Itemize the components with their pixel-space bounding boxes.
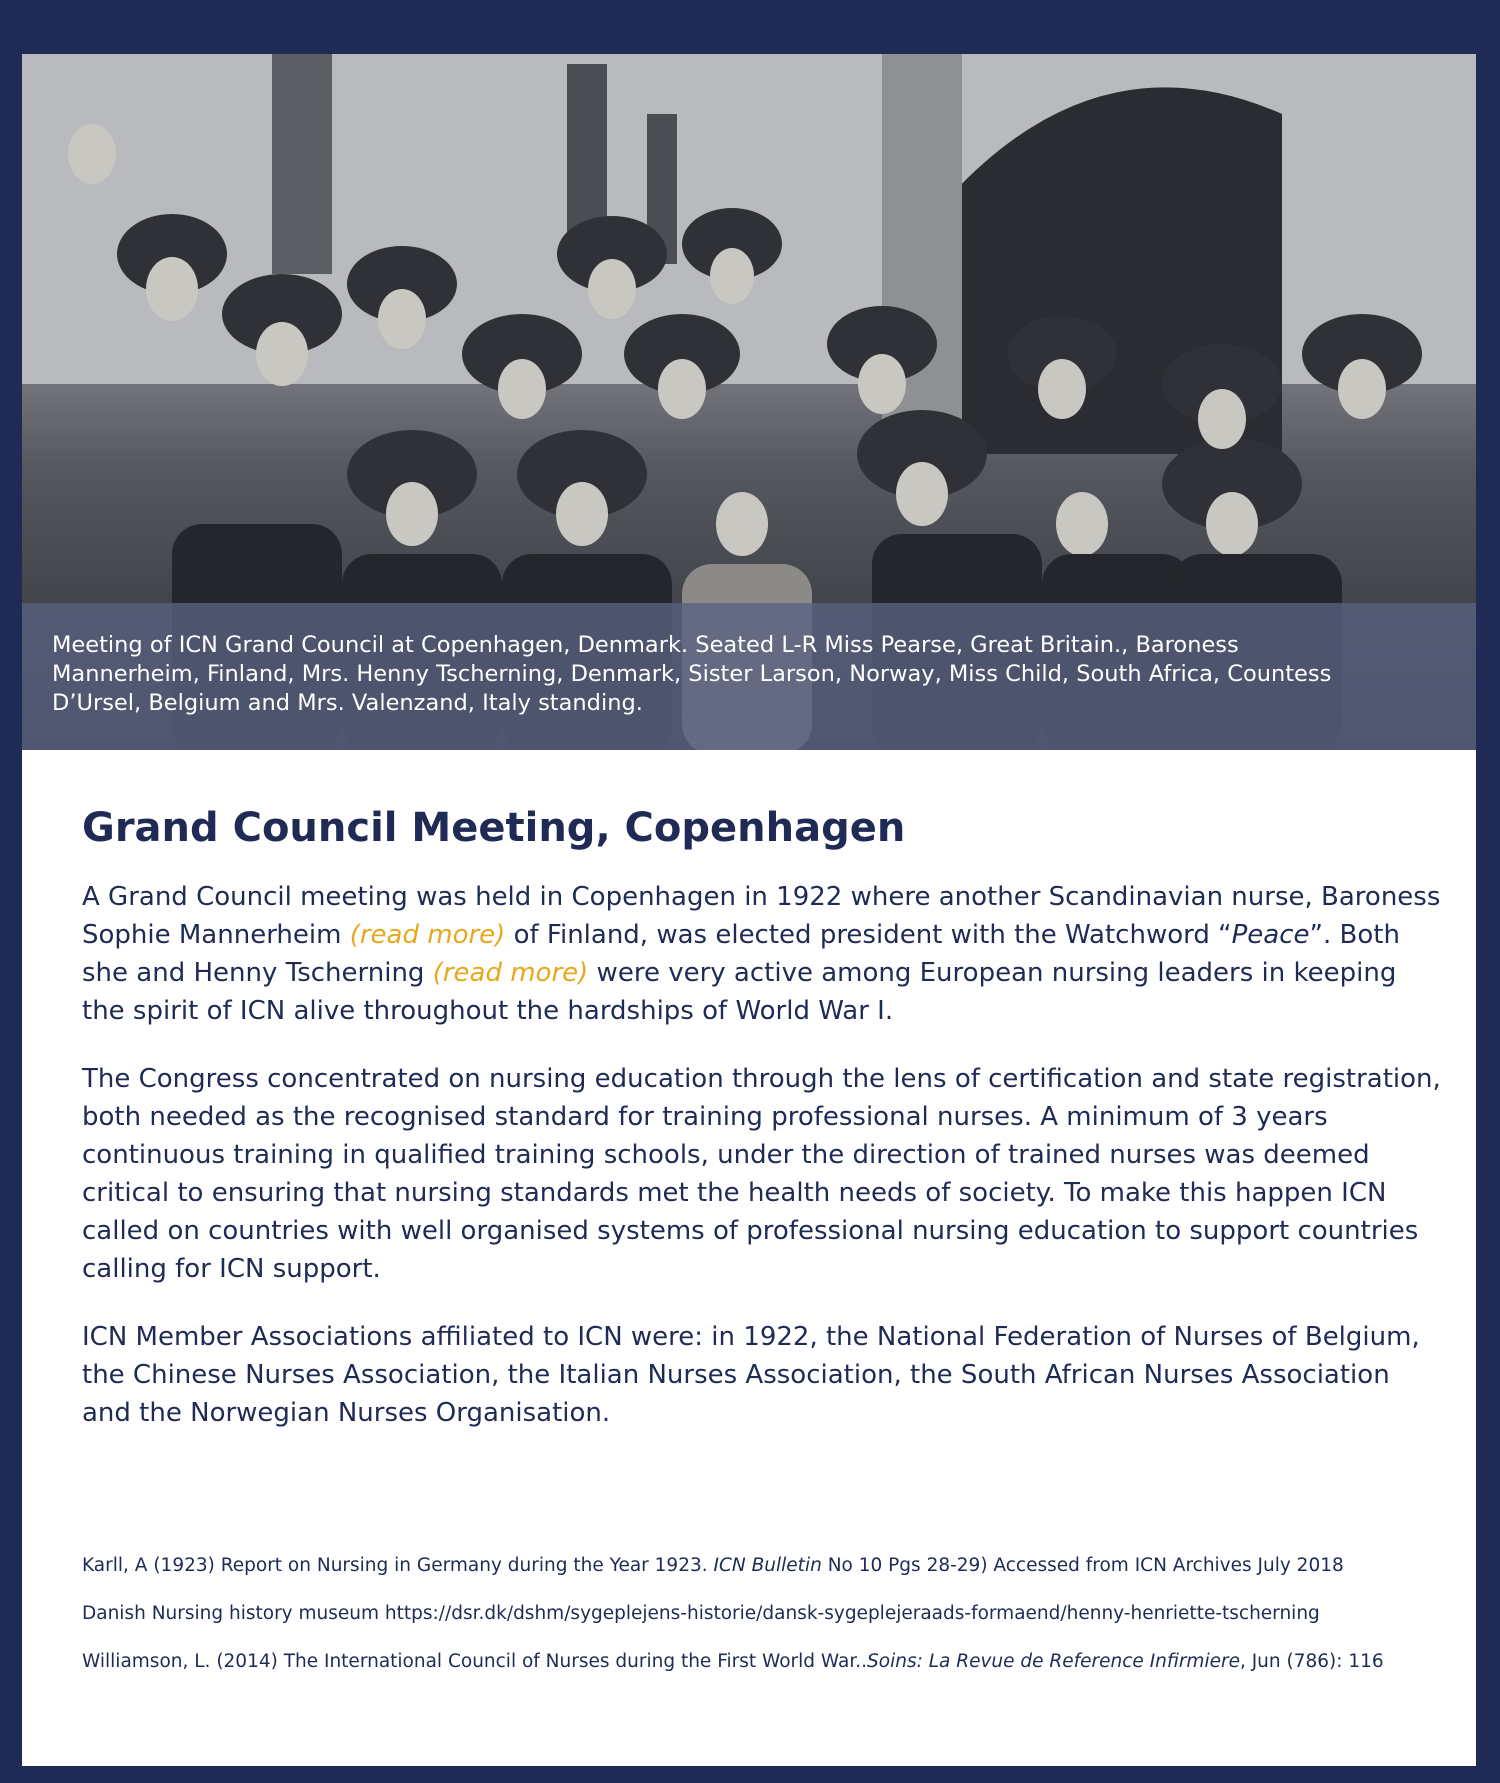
photo-caption: Meeting of ICN Grand Council at Copenhagen, Denmark. Seated L-R Miss Pearse, Great Britain., Baroness Mannerheim, Finland, Mrs. Henny Tscherning, Denmark, Sister Larson, Norway, Miss Child, South Africa, Countess D’Ursel, Belgium and Mrs. Valenzand, Italy standing. xyxy=(52,632,1332,716)
group-photo xyxy=(22,54,1476,750)
article-paragraph-1 xyxy=(82,878,1442,1030)
article-paragraph-3: ICN Member Associations affiliated to ICN were: in 1922, the National Federation of Nurses of Belgium, the Chinese Nurses Association, the Italian Nurses Association, the South African Nurses Association and the Norwegian Nurses Organisation. xyxy=(82,1322,1420,1428)
article xyxy=(82,802,1442,1462)
reference-source: ICN Bulletin xyxy=(713,1555,822,1576)
photo-caption-bar xyxy=(22,603,1476,750)
paragraph-text: were very active among European nursing leaders in keeping the spirit of ICN alive throughout the hardships of World War I. xyxy=(82,958,1397,1026)
read-more-link-tscherning[interactable]: (read more) xyxy=(432,958,589,988)
reference-item xyxy=(82,1648,1442,1676)
reference-text: , Jun (786): 116 xyxy=(1239,1651,1384,1672)
reference-text: Karll, A (1923) Report on Nursing in Germany during the Year 1923. xyxy=(82,1555,714,1576)
reference-item xyxy=(82,1552,1442,1580)
paragraph-text: ”. Both she and Henny Tscherning xyxy=(82,920,1400,988)
article-paragraph-2: The Congress concentrated on nursing education through the lens of certification and state registration, both needed as the recognised standard for training professional nurses. A minimum of 3 years continuous training in qualified training schools, under the direction of trained nurses was deemed critical to ensuring that nursing standards met the health needs of society. To make this happen ICN called on countries with well organised systems of professional nursing education to support countries calling for ICN support. xyxy=(82,1064,1441,1284)
reference-source: Soins: La Revue de Reference Infirmiere xyxy=(867,1651,1240,1672)
article-title: Grand Council Meeting, Copenhagen xyxy=(82,805,906,851)
paragraph-text: A Grand Council meeting was held in Copenhagen in 1922 where another Scandinavian nurse, Baroness Sophie Mannerheim xyxy=(82,882,1441,950)
references xyxy=(82,1552,1442,1696)
read-more-link-mannerheim[interactable]: (read more) xyxy=(349,920,506,950)
reference-text: No 10 Pgs 28-29) Accessed from ICN Archives July 2018 xyxy=(821,1555,1344,1576)
watchword: Peace xyxy=(1231,920,1310,950)
page-card xyxy=(22,54,1476,1766)
paragraph-text: of Finland, was elected president with the Watchword “ xyxy=(505,920,1232,950)
reference-text: Williamson, L. (2014) The International Council of Nurses during the First World War.. xyxy=(82,1651,868,1672)
reference-item: Danish Nursing history museum https://dsr.dk/dshm/sygeplejens-historie/dansk-sygeplejeraads-formaend/henny-henriette-tscherning xyxy=(82,1603,1320,1624)
